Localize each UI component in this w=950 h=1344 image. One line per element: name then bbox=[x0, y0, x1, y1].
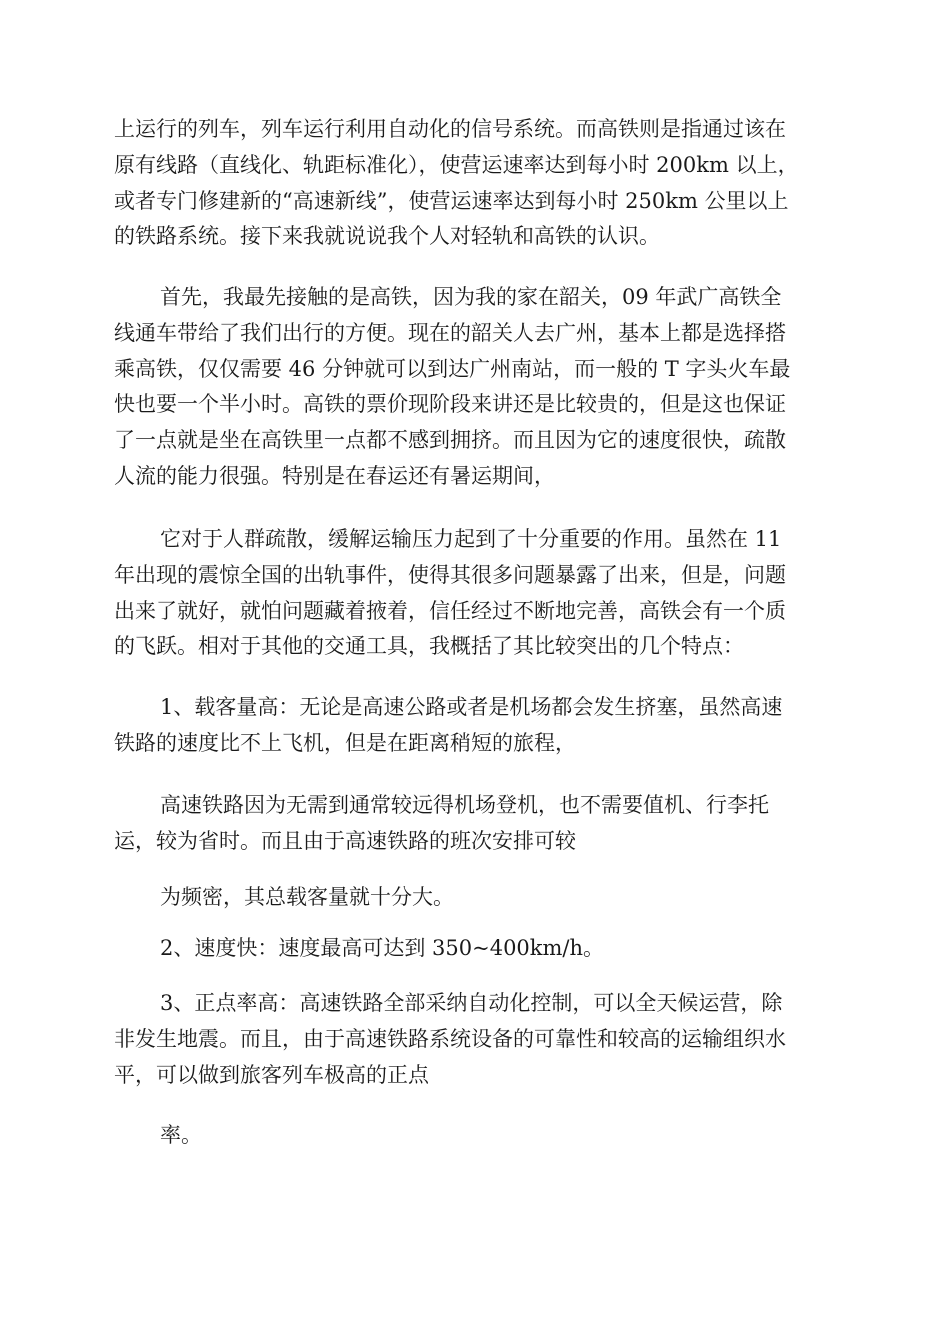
text-line: 高速铁路因为无需到通常较远得机场登机，也不需要值机、行李托 bbox=[160, 793, 769, 817]
text-line: 为频密，其总载客量就十分大。 bbox=[160, 885, 454, 909]
text-line: 率。 bbox=[160, 1123, 202, 1147]
text-line: 乘高铁，仅仅需要 46 分钟就可以到达广州南站，而一般的 T 字头火车最 bbox=[114, 356, 791, 381]
paragraph-feature-3 bbox=[114, 986, 834, 1093]
text-line: 或者专门修建新的“高速新线”，使营运速率达到每小时 250km 公里以上 bbox=[114, 188, 789, 213]
text-line: 首先，我最先接触的是高铁，因为我的家在韶关，09 年武广高铁全 bbox=[160, 285, 782, 309]
text-line: 非发生地震。而且，由于高速铁路系统设备的可靠性和较高的运输组织水 bbox=[114, 1026, 786, 1051]
text-line: 2、速度快：速度最高可达到 350~400km/h。 bbox=[160, 936, 605, 960]
paragraph-feature-1 bbox=[114, 690, 834, 762]
paragraph-evacuation bbox=[114, 522, 834, 665]
paragraph-feature-3-end bbox=[114, 1118, 834, 1154]
text-line: 3、正点率高：高速铁路全部采纳自动化控制，可以全天候运营，除 bbox=[160, 991, 783, 1015]
text-line: 平，可以做到旅客列车极高的正点 bbox=[114, 1062, 429, 1087]
text-line: 出来了就好，就怕问题藏着掖着，信任经过不断地完善，高铁会有一个质 bbox=[114, 598, 786, 623]
text-line: 的铁路系统。接下来我就说说我个人对轻轨和高铁的认识。 bbox=[114, 224, 660, 249]
text-line: 它对于人群疏散，缓解运输压力起到了十分重要的作用。虽然在 11 bbox=[160, 527, 782, 551]
paragraph-feature-2 bbox=[114, 931, 834, 967]
paragraph-feature-1-end bbox=[114, 880, 834, 916]
text-line: 铁路的速度比不上飞机，但是在距离稍短的旅程， bbox=[114, 730, 576, 755]
text-line: 1、载客量高：无论是高速公路或者是机场都会发生挤塞，虽然高速 bbox=[160, 695, 783, 719]
text-line: 快也要一个半小时。高铁的票价现阶段来讲还是比较贵的，但是这也保证 bbox=[114, 392, 786, 417]
paragraph-first-contact bbox=[114, 280, 834, 495]
paragraph-intro bbox=[114, 112, 834, 255]
text-line: 人流的能力很强。特别是在春运还有暑运期间， bbox=[114, 463, 555, 488]
text-line: 的飞跃。相对于其他的交通工具，我概括了其比较突出的几个特点： bbox=[114, 634, 744, 659]
text-line: 原有线路（直线化、轨距标准化），使营运速率达到每小时 200km 以上， bbox=[114, 152, 799, 177]
text-line: 线通车带给了我们出行的方便。现在的韶关人去广州，基本上都是选择搭 bbox=[114, 320, 786, 345]
text-line: 了一点就是坐在高铁里一点都不感到拥挤。而且因为它的速度很快，疏散 bbox=[114, 428, 786, 453]
text-line: 上运行的列车，列车运行利用自动化的信号系统。而高铁则是指通过该在 bbox=[114, 117, 786, 141]
text-line: 年出现的震惊全国的出轨事件，使得其很多问题暴露了出来，但是，问题 bbox=[114, 562, 786, 587]
text-line: 运，较为省时。而且由于高速铁路的班次安排可较 bbox=[114, 828, 576, 853]
paragraph-feature-1-cont bbox=[114, 788, 834, 860]
